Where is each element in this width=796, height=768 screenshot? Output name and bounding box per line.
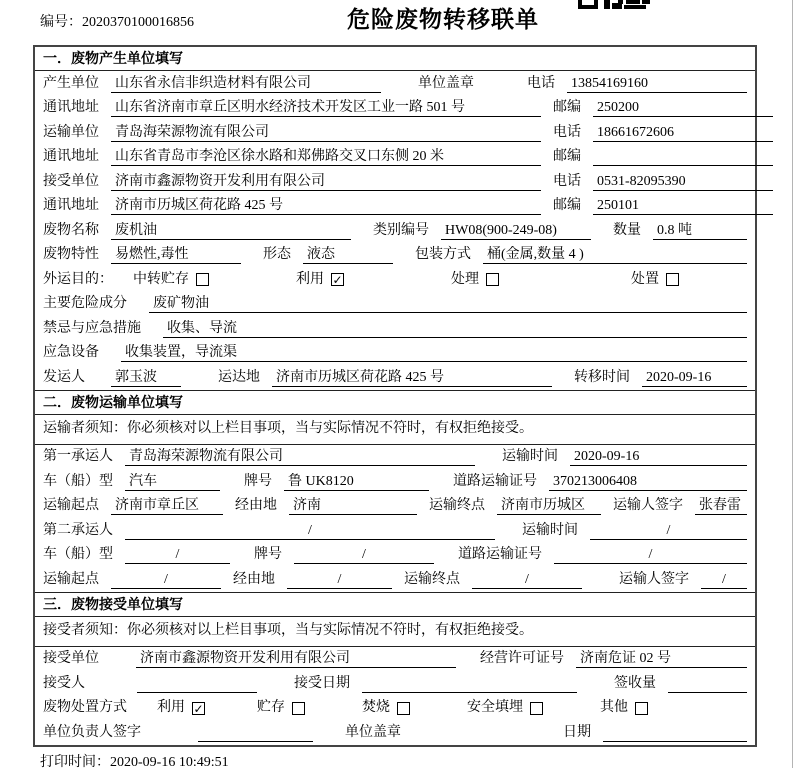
page-title: 危险废物转移联单 <box>347 6 539 32</box>
field-value: 济南 <box>289 497 417 515</box>
field-label: 第二承运人 <box>43 522 113 538</box>
form-row <box>35 720 755 745</box>
field-value: 0531-82095390 <box>593 173 773 191</box>
checkbox-label: 处置 <box>631 271 659 287</box>
form-row <box>35 71 755 96</box>
field-label: 单位盖章 <box>418 75 474 91</box>
section-header: 三．废物接受单位填写 <box>35 593 755 617</box>
form-row <box>35 341 755 366</box>
checkbox-unchecked <box>635 702 648 715</box>
field-value: 桶(金属,数量 4 ) <box>483 246 747 264</box>
checkbox-group <box>451 271 499 289</box>
page-edge-divider <box>792 0 793 768</box>
field-value: 山东省济南市章丘区明水经济技术开发区工业一路 501 号 <box>111 99 541 117</box>
field-value: 250101 <box>593 197 773 215</box>
blank-field <box>668 675 747 693</box>
checkbox-unchecked <box>196 273 209 286</box>
field-value: 济南市章丘区 <box>111 497 223 515</box>
field-label: 类别编号 <box>373 222 429 238</box>
field-label: 运输时间 <box>522 522 578 538</box>
checkbox-group <box>296 271 344 289</box>
form-row <box>35 365 755 390</box>
field-label: 第一承运人 <box>43 449 113 464</box>
field-value: 济南市鑫源物资开发利用有限公司 <box>111 173 541 191</box>
field-label: 运输人签字 <box>619 571 689 587</box>
field-label: 主要危险成分 <box>43 296 127 311</box>
checkbox-group <box>157 699 205 717</box>
field-value: 废矿物油 <box>149 295 747 313</box>
field-value: / <box>125 546 230 564</box>
field-value: 13854169160 <box>567 75 747 93</box>
notice-row <box>35 617 755 647</box>
field-label: 经由地 <box>233 571 275 587</box>
serial-value: 2020370100016856 <box>82 15 194 30</box>
field-value: 汽车 <box>125 473 220 491</box>
field-value: / <box>125 522 495 540</box>
field-label: 通讯地址 <box>43 149 99 164</box>
field-value: 收集、导流 <box>163 320 747 338</box>
field-label: 道路运输证号 <box>453 473 537 489</box>
field-label: 电话 <box>553 124 581 140</box>
checkbox-unchecked <box>486 273 499 286</box>
field-label: 运输终点 <box>404 571 460 587</box>
manifest-form-table <box>33 45 757 747</box>
field-label: 废物特性 <box>43 247 99 262</box>
checkbox-group <box>257 699 305 717</box>
notice-text: 接受者须知：你必须核对以上栏目事项，当与实际情况不符时，有权拒绝接受。 <box>43 622 533 638</box>
field-label: 单位负责人签字 <box>43 724 141 740</box>
checkbox-group <box>133 271 209 289</box>
field-value: 收集装置，导流渠 <box>121 344 747 362</box>
field-value: / <box>287 571 392 589</box>
field-label: 产生单位 <box>43 75 99 91</box>
field-label: 通讯地址 <box>43 100 99 115</box>
form-row <box>35 194 755 219</box>
qr-code-fragment-icon <box>578 0 656 9</box>
field-label: 接受单位 <box>43 173 99 189</box>
section-producer <box>35 47 755 390</box>
form-row <box>35 120 755 145</box>
field-label: 邮编 <box>553 198 581 213</box>
field-value: / <box>590 522 747 540</box>
serial-number <box>40 11 194 31</box>
field-label: 运输终点 <box>429 498 485 513</box>
field-value: 青岛海荣源物流有限公司 <box>111 124 541 142</box>
print-time-label: 打印时间： <box>40 755 110 768</box>
field-value: 鲁 UK8120 <box>284 473 429 491</box>
checkbox-label: 安全填埋 <box>467 700 523 715</box>
blank-field <box>198 724 313 742</box>
field-value: 山东省永信非织造材料有限公司 <box>111 75 381 93</box>
field-label: 日期 <box>563 724 591 740</box>
checkbox-unchecked <box>292 702 305 715</box>
checkbox-checked: ✓ <box>332 273 343 287</box>
form-row <box>35 145 755 170</box>
checkbox-label: 利用 <box>296 271 324 287</box>
field-value: HW08(900-249-08) <box>441 222 591 240</box>
field-label: 应急设备 <box>43 345 99 360</box>
form-row <box>35 567 755 592</box>
notice-row <box>35 415 755 445</box>
field-value: 郭玉波 <box>111 369 181 387</box>
field-label: 接受单位 <box>43 651 99 666</box>
field-value: 济南市历城区荷花路 425 号 <box>272 369 552 387</box>
field-label: 牌号 <box>254 547 282 562</box>
field-label: 运输起点 <box>43 498 99 513</box>
form-row <box>35 243 755 268</box>
field-value: 济南危证 02 号 <box>576 650 747 668</box>
notice-text: 运输者须知：你必须核对以上栏目事项，当与实际情况不符时，有权拒绝接受。 <box>43 420 533 436</box>
checkbox-group <box>467 699 543 717</box>
field-value: 250200 <box>593 99 773 117</box>
checkbox-label: 中转贮存 <box>133 271 189 287</box>
field-label: 运输单位 <box>43 124 99 140</box>
field-value: 青岛海荣源物流有限公司 <box>125 448 475 466</box>
field-label: 转移时间 <box>574 369 630 385</box>
checkbox-group <box>362 699 410 717</box>
section-receiver <box>35 592 755 745</box>
form-row <box>35 445 755 470</box>
field-label: 车（船）型 <box>43 547 113 562</box>
form-row <box>35 696 755 721</box>
blank-field <box>603 724 747 742</box>
checkbox-label: 焚烧 <box>362 700 390 715</box>
field-label: 运输人签字 <box>613 498 683 513</box>
field-label: 包装方式 <box>415 247 471 262</box>
checkbox-unchecked <box>666 273 679 286</box>
field-value: / <box>472 571 582 589</box>
field-label: 邮编 <box>553 149 581 164</box>
field-label: 运达地 <box>218 369 260 385</box>
field-value: 张春雷 <box>695 497 747 515</box>
form-row <box>35 518 755 543</box>
blank-field <box>593 148 773 166</box>
field-label: 电话 <box>553 173 581 189</box>
field-label: 接受日期 <box>294 675 350 691</box>
field-label: 签收量 <box>614 675 656 691</box>
field-value: 废机油 <box>111 222 351 240</box>
checkbox-group <box>600 699 648 717</box>
form-row <box>35 169 755 194</box>
form-row <box>35 292 755 317</box>
section-header: 二．废物运输单位填写 <box>35 391 755 415</box>
field-label: 经由地 <box>235 498 277 513</box>
field-label: 运输时间 <box>502 449 558 464</box>
form-row <box>35 671 755 696</box>
field-value: 2020-09-16 <box>642 369 747 387</box>
form-row <box>35 267 755 292</box>
field-label: 运输起点 <box>43 571 99 587</box>
field-label: 形态 <box>263 247 291 262</box>
print-time-value: 2020-09-16 10:49:51 <box>110 755 229 768</box>
blank-field <box>137 675 257 693</box>
field-value: / <box>294 546 434 564</box>
field-label: 数量 <box>613 222 641 238</box>
field-value: 济南市鑫源物资开发利用有限公司 <box>136 650 456 668</box>
field-label: 外运目的： <box>43 271 113 287</box>
checkbox-label: 利用 <box>157 700 185 715</box>
checkbox-label: 其他 <box>600 700 628 715</box>
field-label: 单位盖章 <box>345 724 401 740</box>
checkbox-checked: ✓ <box>193 701 204 716</box>
field-label: 通讯地址 <box>43 198 99 213</box>
checkbox-unchecked <box>530 702 543 715</box>
checkbox-group <box>631 271 679 289</box>
form-row <box>35 469 755 494</box>
field-value: 液态 <box>303 246 393 264</box>
field-value: 山东省青岛市李沧区徐水路和郑佛路交叉口东侧 20 米 <box>111 148 541 166</box>
field-label: 禁忌与应急措施 <box>43 320 141 336</box>
field-label: 接受人 <box>43 675 85 691</box>
field-label: 邮编 <box>553 100 581 115</box>
field-label: 电话 <box>527 75 555 91</box>
serial-label: 编号： <box>40 15 82 30</box>
section-transporter <box>35 390 755 592</box>
blank-field <box>362 675 577 693</box>
field-label: 牌号 <box>244 473 272 489</box>
field-label: 道路运输证号 <box>458 547 542 562</box>
field-value: / <box>701 571 747 589</box>
form-row <box>35 543 755 568</box>
checkbox-label: 贮存 <box>257 700 285 715</box>
field-value: 济南市历城区 <box>497 497 601 515</box>
field-label: 发运人 <box>43 369 85 385</box>
section-header: 一．废物产生单位填写 <box>35 47 755 71</box>
checkbox-label: 处理 <box>451 271 479 287</box>
field-value: 18661672606 <box>593 124 773 142</box>
print-timestamp <box>40 751 229 768</box>
field-value: 2020-09-16 <box>570 448 747 466</box>
field-label: 经营许可证号 <box>480 651 564 666</box>
form-row <box>35 96 755 121</box>
field-label: 废物名称 <box>43 222 99 238</box>
checkbox-unchecked <box>397 702 410 715</box>
field-value: / <box>111 571 221 589</box>
field-label: 车（船）型 <box>43 473 113 489</box>
form-row <box>35 647 755 672</box>
field-value: 济南市历城区荷花路 425 号 <box>111 197 541 215</box>
field-value: / <box>554 546 747 564</box>
field-value: 易燃性,毒性 <box>111 246 241 264</box>
field-label: 废物处置方式 <box>43 700 127 715</box>
form-row <box>35 218 755 243</box>
field-value: 0.8 吨 <box>653 222 747 240</box>
form-row <box>35 494 755 519</box>
form-row <box>35 316 755 341</box>
field-value: 370213006408 <box>549 473 747 491</box>
